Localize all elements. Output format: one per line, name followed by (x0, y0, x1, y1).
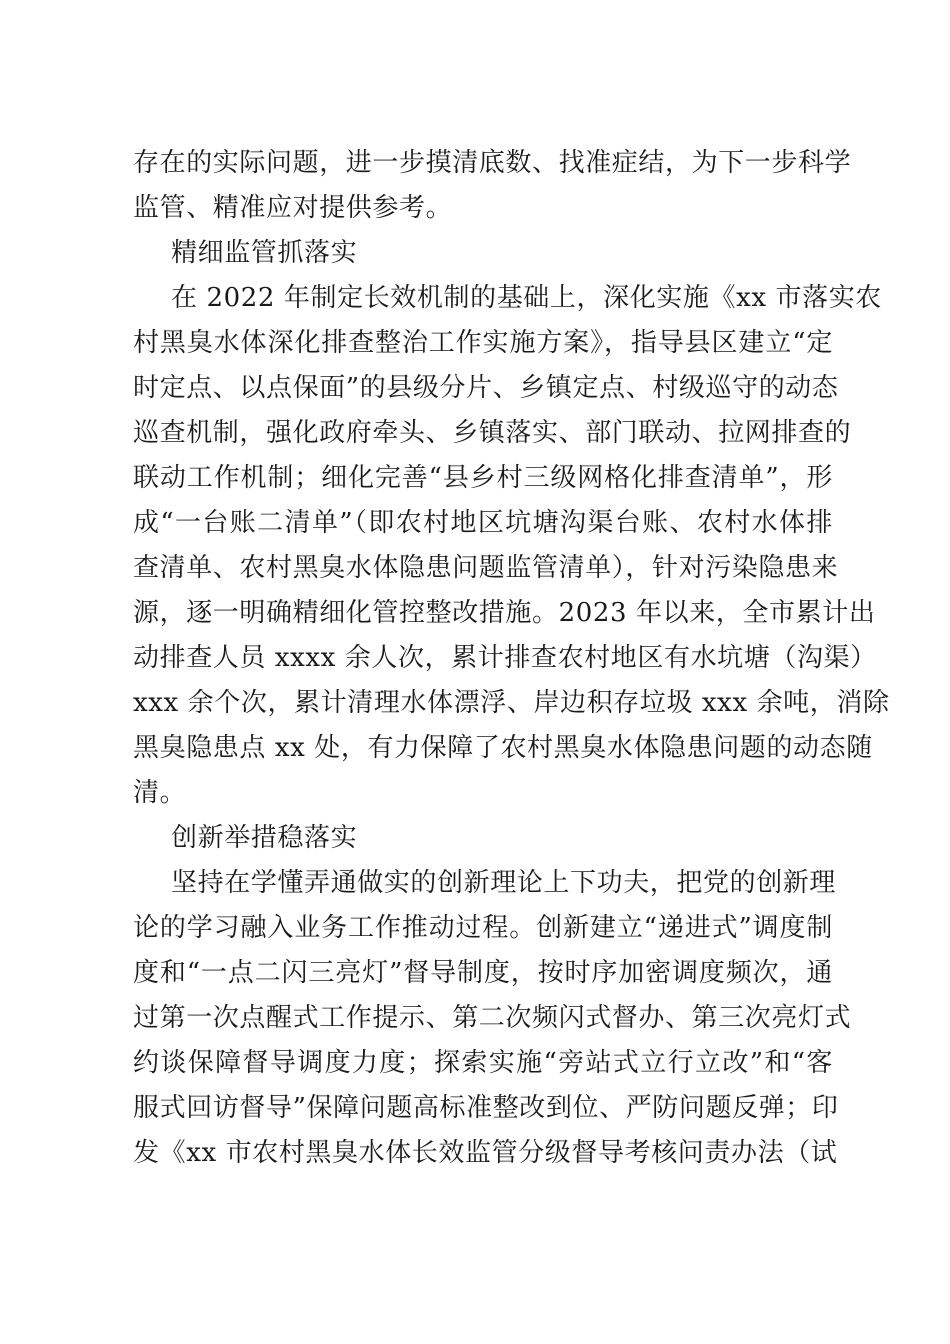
paragraph-line: 坚持在学懂弄通做实的创新理论上下功夫，把党的创新理 (171, 868, 837, 898)
paragraph-line: 服式回访督导”保障问题高标准整改到位、严防问题反弹；印 (133, 1093, 839, 1123)
paragraph-line: 在 2022 年制定长效机制的基础上，深化实施《xx 市落实农 (171, 283, 882, 313)
paragraph-line: 黑臭隐患点 xx 处，有力保障了农村黑臭水体隐患问题的动态随 (133, 733, 873, 763)
paragraph-line: 发《xx 市农村黑臭水体长效监管分级督导考核问责办法（试 (133, 1138, 838, 1168)
paragraph-line: 动排查人员 xxxx 余人次，累计排查农村地区有水坑塘（沟渠） (133, 643, 877, 673)
paragraph-line: 时定点、以点保面”的县级分片、乡镇定点、村级巡守的动态 (133, 373, 839, 403)
paragraph-line: 成“一台账二清单”（即农村地区坑塘沟渠台账、农村水体排 (133, 508, 833, 538)
paragraph-line: 查清单、农村黑臭水体隐患问题监管清单），针对污染隐患来 (133, 553, 839, 583)
paragraph-line: 论的学习融入业务工作推动过程。创新建立“递进式”调度制 (133, 913, 833, 943)
paragraph-line: 约谈保障督导调度力度；探索实施“旁站式立行立改”和“客 (133, 1048, 833, 1078)
paragraph-line: 巡查机制，强化政府牵头、乡镇落实、部门联动、拉网排查的 (133, 418, 852, 448)
paragraph-line: 过第一次点醒式工作提示、第二次频闪式督办、第三次亮灯式 (133, 1003, 852, 1033)
section-heading-innovation-measures: 创新举措稳落实 (171, 823, 358, 853)
paragraph-line: xxx 余个次，累计清理水体漂浮、岸边积存垃圾 xxx 余吨，消除 (133, 688, 890, 718)
paragraph-line: 存在的实际问题，进一步摸清底数、找准症结，为下一步科学 (133, 148, 852, 178)
paragraph-line: 清。 (133, 778, 187, 808)
paragraph-line: 源，逐一明确精细化管控整改措施。2023 年以来，全市累计出 (133, 598, 876, 628)
paragraph-line: 联动工作机制；细化完善“县乡村三级网格化排查清单”，形 (133, 463, 833, 493)
paragraph-line: 村黑臭水体深化排查整治工作实施方案》，指导县区建立“定 (133, 328, 833, 358)
paragraph-line: 监管、精准应对提供参考。 (133, 193, 453, 223)
section-heading-fine-supervision: 精细监管抓落实 (171, 238, 358, 268)
paragraph-line: 度和“一点二闪三亮灯”督导制度，按时序加密调度频次，通 (133, 958, 833, 988)
